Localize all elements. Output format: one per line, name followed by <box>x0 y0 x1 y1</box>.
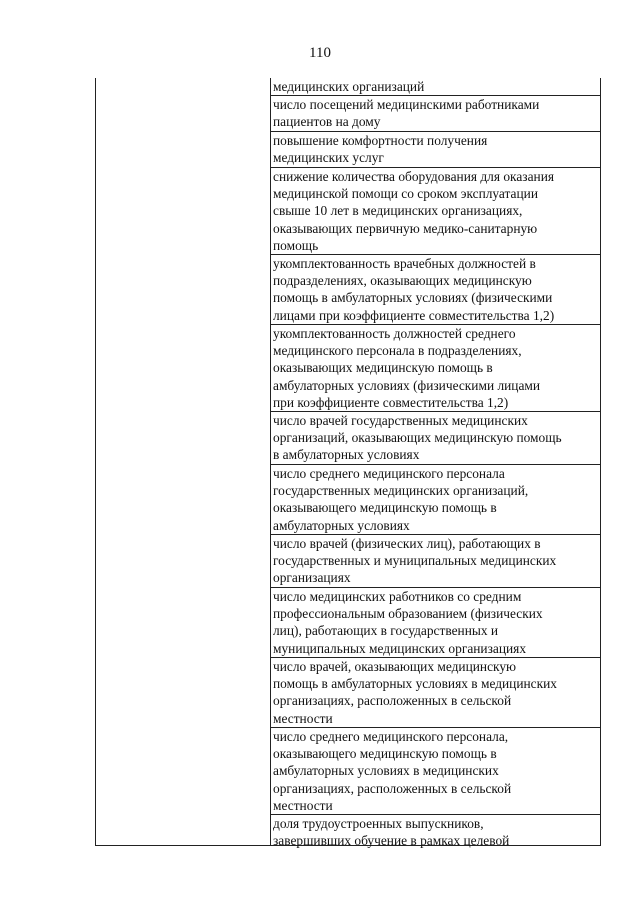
row-text-line: организаций, оказывающих медицинскую помощь <box>273 430 562 446</box>
table-left-column <box>96 78 271 845</box>
row-text-line: амбулаторных условиях в медицинских <box>273 763 499 779</box>
row-text-line: помощь в амбулаторных условиях в медицинских <box>273 676 557 692</box>
table-row <box>271 132 601 168</box>
table-row <box>271 168 601 255</box>
row-text-line: число врачей, оказывающих медицинскую <box>273 659 517 674</box>
row-text-line: оказывающих медицинскую помощь в <box>273 360 493 376</box>
table-row <box>271 325 601 412</box>
row-text-line: медицинского персонала в подразделениях, <box>273 343 522 359</box>
row-text-line: помощь <box>273 237 319 253</box>
row-text-line: государственных и муниципальных медицинских <box>273 553 557 569</box>
row-text-line: пациентов на дому <box>273 114 381 130</box>
row-text-line: организациях, расположенных в сельской <box>273 693 512 709</box>
row-text-line: число среднего медицинского персонала, <box>273 729 509 744</box>
row-text-line: лицами при коэффициенте совместительства 1,2) <box>273 307 555 323</box>
row-text-line: оказывающего медицинскую помощь в <box>273 500 497 516</box>
row-text-line: укомплектованность должностей среднего <box>273 326 516 341</box>
row-text-line: местности <box>273 797 333 813</box>
row-text-line: медицинских организаций <box>273 79 425 94</box>
table-row <box>271 658 601 728</box>
row-text-line: оказывающих первичную медико-санитарную <box>273 220 538 236</box>
row-text-line: государственных медицинских организаций, <box>273 483 529 499</box>
table-row <box>271 412 601 465</box>
row-text-line: организациях <box>273 570 351 586</box>
table-row <box>271 588 601 658</box>
row-text-line: медицинской помощи со сроком эксплуатации <box>273 186 538 202</box>
row-text-line: организациях, расположенных в сельской <box>273 780 512 796</box>
row-text-line: число медицинских работников со средним <box>273 589 522 604</box>
row-text-line: профессиональным образованием (физических <box>273 606 543 622</box>
row-text-line: завершивших обучение в рамках целевой <box>273 833 510 849</box>
row-text-line: число среднего медицинского персонала <box>273 466 505 481</box>
indicator-table <box>95 78 601 849</box>
row-text-line: лиц), работающих в государственных и <box>273 623 499 639</box>
row-text-line: число врачей (физических лиц), работающих в <box>273 536 541 551</box>
row-text-line: амбулаторных условиях (физическими лицами <box>273 377 541 393</box>
row-text-line: доля трудоустроенных выпускников, <box>273 816 484 831</box>
row-text-line: медицинских услуг <box>273 150 384 166</box>
row-text-line: свыше 10 лет в медицинских организациях, <box>273 203 523 219</box>
row-text-line: укомплектованность врачебных должностей в <box>273 256 536 271</box>
row-text-line: снижение количества оборудования для оказания <box>273 169 555 184</box>
row-text-line: местности <box>273 710 333 726</box>
table-row <box>271 728 601 815</box>
table-row <box>271 78 601 96</box>
table-right-column <box>271 78 601 849</box>
table-row <box>271 465 601 535</box>
row-text-line: повышение комфортности получения <box>273 133 488 148</box>
row-text-line: число посещений медицинскими работниками <box>273 97 540 112</box>
row-text-line: подразделениях, оказывающих медицинскую <box>273 273 532 289</box>
page-number: 110 <box>309 45 331 61</box>
row-text-line: при коэффициенте совместительства 1,2) <box>273 394 509 410</box>
row-text-line: помощь в амбулаторных условиях (физическими <box>273 290 553 306</box>
table-row <box>271 815 601 851</box>
row-text-line: число врачей государственных медицинских <box>273 413 528 428</box>
row-text-line: амбулаторных условиях <box>273 517 410 533</box>
row-text-line: в амбулаторных условиях <box>273 447 420 463</box>
row-text-line: оказывающего медицинскую помощь в <box>273 746 497 762</box>
table-row <box>271 255 601 325</box>
table-row <box>271 535 601 588</box>
table-row <box>271 96 601 132</box>
row-text-line: муниципальных медицинских организациях <box>273 640 527 656</box>
